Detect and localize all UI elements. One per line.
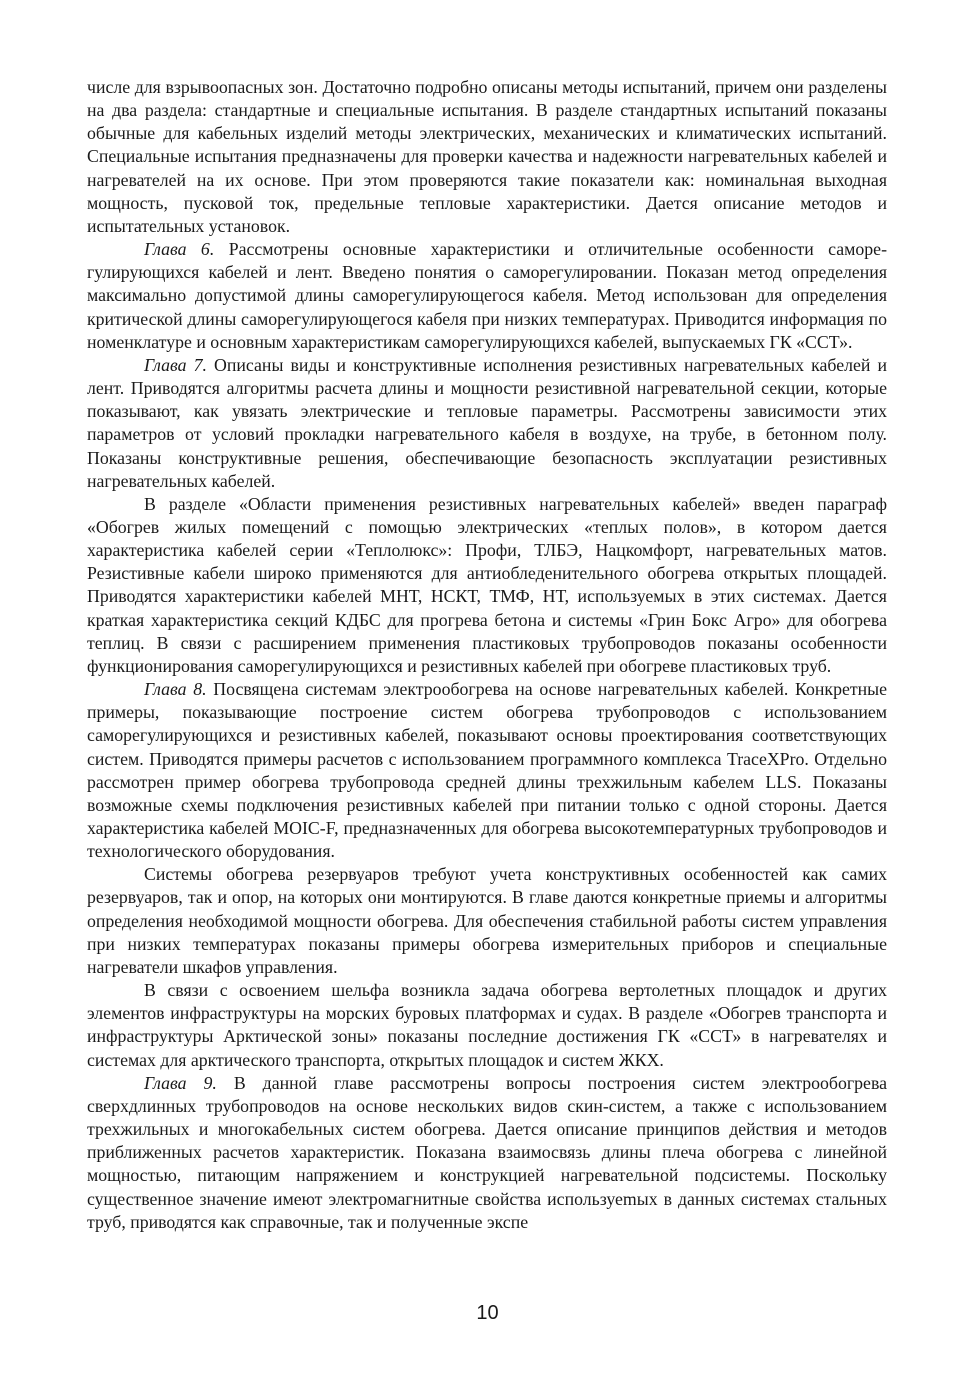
paragraph-text: Посвящена системам электрообогрева на основе нагревательных кабелей. Конкретные примеры, показывающие построение систем обогрева трубопроводов с использованием саморегулирующихся и резистивных кабелей, показывают основы проектирования соответствующих систем. Приводятся примеры расчетов с использованием программного комплекса TraceXPro. Отдельно рассмотрен пример обогрева трубопровода средней длины трехжильным кабелем LLS. Показаны возможные схемы подключения резистивных кабелей при питании только с одной стороны. Дается характеристика кабелей MOIC-F, предназначенных для обогрева высокотемпературных трубопроводов и технологического оборудования.	[87, 679, 887, 862]
chapter-label: Глава 8.	[144, 679, 207, 700]
paragraph-text: В разделе «Области применения резистивных нагревательных кабелей» введен параграф «Обогрев жилых помещений с помощью электрических «теплых полов», в котором дается характеристика кабелей серии «Теплолюкс»: Профи, ТЛБЭ, Нацкомфорт, нагревательных матов. Резистивные кабели широко применяются для антиобледенительного обогрева открытых площадей. Приводятся характеристики кабелей МНТ, НСКТ, ТМФ, НТ, используемых в этих системах. Дается краткая характеристика секций КДБС для прогрева бетона и системы «Грин Бокс Агро» для обогрева теплиц. В связи с расширением применения пластиковых трубопроводов показаны особенности функционирования саморегулирующихся и резистивных кабелей при обогреве пластиковых труб.	[87, 493, 887, 676]
paragraph-chapter-7	[87, 354, 887, 493]
paragraph-text: В данной главе рассмотрены вопросы построения систем электрообогрева сверхдлинных трубопроводов на основе нескольких видов скин-систем, а также с использованием трехжильных и многокабельных систем обогрева. Дается описание принципов действия и методов приближенных расчетов характеристик. Показана взаимосвязь длины плеча обогрева с линейной мощностью, питающим напряжением и конструкцией нагревательной подсистемы. Поскольку существенное значение имеют электромагнитные свойства используеmых в данных системах стальных труб, приводятся как справочные, так и полученные экспе	[87, 1072, 887, 1232]
paragraph-arctic-infrastructure	[87, 979, 887, 1072]
chapter-label: Глава 9.	[144, 1072, 217, 1093]
paragraph-text: Описаны виды и конструктивные исполнения резистивных нагревательных кабелей и лент. Приводятся алгоритмы расчета длины и мощности резистивной нагревательной секции, которые показывают, как увязать электрические и тепловые параметры. Рассмотрены зависимости этих параметров от условий прокладки нагревательного кабеля в воздухе, на трубе, в бетонном полу. Показаны конструктивные решения, обеспечивающие безопасность эксплуатации резистивных нагревательных кабелей.	[87, 354, 887, 491]
chapter-label: Глава 7.	[144, 354, 207, 375]
paragraph-text: Системы обогрева резервуаров требуют учета конструктивных особенностей как самих резервуаров, так и опор, на которых они монтируются. В главе даются конкретные приемы и алгоритмы определения необходимой мощности обогрева. Для обеспечения стабильной работы систем управления при низких температурах показаны примеры обогрева измерительных приборов и специальные нагреватели шкафов управления.	[87, 864, 887, 977]
chapter-label: Глава 6.	[144, 239, 215, 260]
paragraph-chapter-8	[87, 678, 887, 863]
paragraph-testing-methods	[87, 76, 887, 238]
paragraph-chapter-6	[87, 238, 887, 354]
page-number: 10	[476, 1302, 499, 1324]
paragraph-chapter-9	[87, 1072, 887, 1234]
paragraph-text: Рассмотрены основные характеристики и отличительные особенности саморегулирующихся кабелей и лент. Введено понятия о саморегулировании. Показан метод определения максимально допустимой длины саморегулирующегося кабеля. Метод использован для определения критической длины саморегулирующегося кабеля при низких температурах. Приводится информация по номенклатуре и основным характеристикам саморегулирующихся кабелей, выпускаемых ГК «ССТ».	[87, 239, 887, 352]
paragraph-application-areas	[87, 493, 887, 678]
paragraph-text: числе для взрывоопасных зон. Достаточно подробно описаны методы испытаний, причем они разделены на два раздела: стандартные и специальные испытания. В разделе стандартных испытаний показаны обычные для кабельных изделий методы электрических, механических и климатических испытаний. Специальные испытания предназначены для проверки качества и надежности нагревательных кабелей и нагревателей на их основе. При этом проверяются такие показатели как: номинальная выходная мощность, пусковой ток, предельные тепловые характеристики. Дается описание методов и испытательных установок.	[87, 77, 887, 236]
page-body	[87, 76, 887, 1234]
paragraph-text: В связи с освоением шельфа возникла задача обогрева вертолетных площадок и других элементов инфраструктуры на морских буровых платформах и судах. В разделе «Обогрев транспорта и инфраструктуры Арктической зоны» показаны последние достижения ГК «ССТ» в нагревателях и системах для арктического транспорта, открытых площадок и систем ЖКХ.	[87, 980, 887, 1070]
paragraph-tank-heating	[87, 863, 887, 979]
